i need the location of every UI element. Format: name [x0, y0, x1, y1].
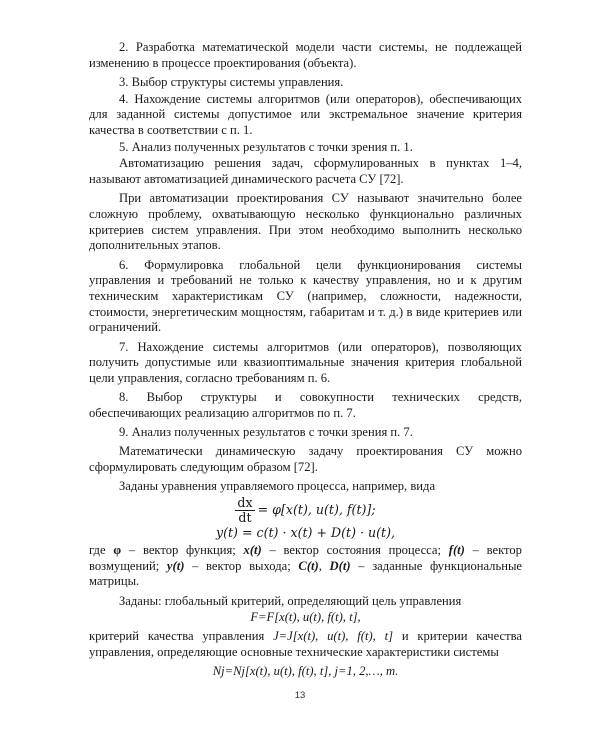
- paragraph-math-statement: Математически динамическую задачу проектирования СУ можно сформулировать следующим образом [72].: [89, 444, 522, 475]
- paragraph-item-7: 7. Нахождение системы алгоритмов (или операторов), позволяющих получить допустимые или квазиоптимальные значения критерия глобальной цели управления, согласно требованиям п. 6.: [89, 339, 522, 386]
- phi-symbol: φ: [113, 542, 122, 557]
- formula-quality-criterion: J=J[x(t), u(t), f(t), t]: [273, 629, 394, 643]
- paragraph-item-2: 2. Разработка математической модели части системы, не подлежащей изменению в процессе проектирования (объекта).: [89, 40, 522, 70]
- quality-text-part: и критерии качества управления, определяющие основные технические характеристики системы: [89, 629, 522, 659]
- paragraph-item-3: 3. Выбор структуры системы управления.: [119, 74, 344, 89]
- paragraph-item-9: 9. Анализ полученных результатов с точки зрения п. 7.: [119, 425, 413, 440]
- where-text-part: – вектор функция;: [121, 542, 244, 557]
- y-vector: y(t): [166, 558, 185, 573]
- equation-state-rhs: = φ[x(t), u(t), f(t)];: [257, 501, 376, 517]
- x-vector: x(t): [243, 542, 262, 557]
- paragraph-global-criterion: Заданы: глобальный критерий, определяющий цель управления: [119, 593, 462, 608]
- where-text-part: – заданные функциональные матрицы.: [89, 558, 522, 589]
- paragraph-item-6: 6. Формулировка глобальной цели функционирования системы управления и требований не только к качеству управления, но и к другим техническим характеристикам СУ (например, сложности, надежности, стоимости, энергетическим мощностям, габаритам и т. д.) в виде критериев или ограничений.: [89, 257, 522, 335]
- formula-tech-criteria: Nj=Nj[x(t), u(t), f(t), t], j=1, 2,…, m.: [212, 663, 399, 678]
- paragraph-item-4: 4. Нахождение системы алгоритмов (или операторов), обеспечивающих для заданной системы допустимое или экстремальное значение критерия качества в соответствии с п. 1.: [89, 91, 522, 138]
- quality-text-part: критерий качества управления: [89, 629, 274, 643]
- equation-state: [89, 496, 522, 525]
- paragraph-equations-intro: Заданы уравнения управляемого процесса, например, вида: [119, 479, 436, 494]
- formula-global-criterion: F=F[x(t), u(t), f(t), t],: [250, 610, 361, 625]
- where-text-part: – вектор выхода;: [184, 558, 299, 573]
- paragraph-quality-criterion: [89, 629, 522, 660]
- where-text-part: – вектор состояния процесса;: [261, 542, 449, 557]
- paragraph-where: [89, 543, 522, 590]
- f-vector: f(t): [448, 542, 465, 557]
- paragraph-item-8: 8. Выбор структуры и совокупности технических средств, обеспечивающих реализацию алгоритмов по п. 7.: [89, 390, 522, 420]
- where-text-part: – вектор возмущений;: [89, 542, 522, 573]
- paragraph-design-automation: При автоматизации проектирования СУ называют значительно более сложную проблему, охватывающую несколько функционально различных критериев систем управления. При этом необходимо выполнить несколько дополнительных этапов.: [89, 191, 522, 253]
- d-matrix: D(t): [329, 558, 351, 573]
- derivative-fraction: [235, 496, 254, 525]
- paragraph-item-5: 5. Анализ полученных результатов с точки зрения п. 1.: [119, 139, 413, 154]
- equation-block: [89, 496, 522, 541]
- paragraph-automation-def: Автоматизацию решения задач, сформулированных в пунктах 1–4, называют автоматизацией динамического расчета СУ [72].: [89, 156, 522, 187]
- where-word: где: [89, 542, 106, 557]
- fraction-denominator: dt: [238, 509, 252, 525]
- c-matrix: C(t): [298, 558, 319, 573]
- page-number: 13: [294, 690, 306, 701]
- text-body: [89, 40, 522, 683]
- equation-output: y(t) = c(t) · x(t) + D(t) · u(t),: [215, 524, 396, 540]
- fraction-numerator: dx: [237, 494, 253, 510]
- where-text-part: ,: [318, 558, 330, 573]
